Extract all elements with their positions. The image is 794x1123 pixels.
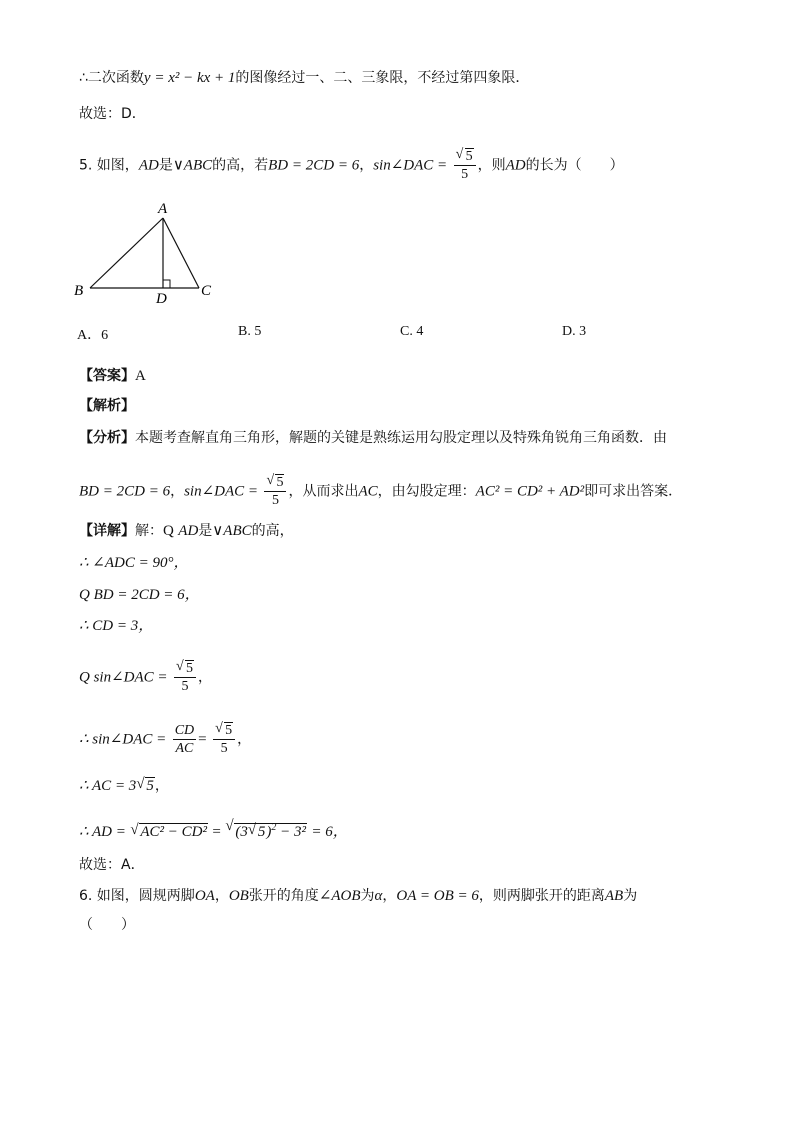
equals: =: [212, 824, 221, 840]
fraction: [173, 722, 196, 757]
equation: BD = 2CD = 6: [79, 483, 171, 500]
fenxi-line: [79, 428, 667, 448]
sine-expr: ∴ sin∠DAC =: [79, 731, 167, 748]
answer-line: [79, 366, 146, 386]
segment: AD: [178, 523, 199, 539]
answer-label: 【答案】: [79, 368, 135, 384]
text: ，: [170, 483, 185, 500]
equation: BD = 2CD = 6: [268, 157, 360, 174]
analysis-label: 【解析】: [79, 398, 135, 414]
detail-label: 【详解】: [79, 523, 135, 539]
text: ，: [154, 778, 169, 794]
text: ，: [382, 888, 397, 904]
segment: AB: [604, 888, 624, 904]
numerator: CD: [174, 723, 195, 738]
conclusion-line: [79, 68, 529, 88]
text: 解：: [135, 523, 163, 539]
radicand: 5: [276, 475, 284, 490]
step-1: ∴ ∠ADC = 90°，: [79, 555, 189, 571]
equation: OA = OB = 6: [396, 888, 479, 904]
text: 的高，: [251, 523, 294, 539]
text: ，则两脚张开的距离: [478, 888, 605, 904]
fenxi-line-2: [79, 474, 682, 509]
segment: AD: [138, 157, 159, 174]
triangle: ∨ABC: [172, 157, 213, 174]
sine-expr: sin∠DAC =: [184, 483, 259, 500]
step-3: ∴ CD = 3，: [79, 618, 154, 634]
equation: ∴ AD =: [79, 824, 126, 840]
result: = 6，: [311, 824, 348, 840]
text: 为: [360, 888, 375, 904]
question-number: 5. 如图，: [79, 157, 139, 174]
option-c: C. 4: [400, 324, 424, 339]
radicand: 5: [257, 824, 266, 840]
choice-line: 故选：D．: [79, 106, 146, 122]
angle: ∠AOB: [318, 888, 361, 904]
question-6: [79, 886, 637, 906]
formula: y = x² − kx + 1: [143, 70, 236, 86]
text: ，从而求出: [288, 483, 359, 500]
radicand: 5: [185, 661, 193, 676]
subtrahend: − 3²: [280, 824, 306, 840]
text: 的高，若: [212, 157, 269, 174]
denominator: 5: [461, 167, 469, 182]
step-6: [79, 776, 169, 796]
text: ，由勾股定理：: [377, 483, 476, 500]
because-symbol: Q: [163, 523, 174, 539]
label-d: D: [156, 291, 167, 307]
step-7: ∴ AD = √ AC² − CD² = √ (3√ 5)$^2$ − 3² = 6，: [79, 818, 348, 842]
detail-line: [79, 521, 294, 541]
segment: AC: [358, 483, 378, 500]
fraction: [264, 474, 286, 509]
denominator: 5: [271, 493, 279, 508]
option-a: A．6: [77, 328, 109, 343]
text: 是: [198, 523, 213, 539]
label-a: A: [158, 201, 168, 217]
step-5: ∴ sin∠DAC = $\frac{CD}{AC}$ = √ $\frac{5}{5}$ ，: [79, 722, 251, 757]
label-c: C: [201, 283, 212, 299]
question-5: [79, 148, 624, 183]
text: 的图像经过一、二、三象限，不经过第四象限．: [235, 70, 530, 86]
text: 本题考查解直角三角形，解题的关键是熟练运用勾股定理以及特殊角锐角三角函数．由: [135, 430, 667, 446]
answer-value: A: [135, 368, 146, 384]
answer-paren: （ ）: [79, 917, 135, 933]
text: ，: [197, 669, 212, 686]
text: 即可求出答案．: [584, 483, 683, 500]
choice-line-2: 故选：A．: [79, 857, 145, 873]
radicand: AC² − CD²: [140, 824, 207, 840]
text: ，则: [477, 157, 506, 174]
equation: AC² = CD² + AD²: [475, 483, 585, 500]
denominator: 5: [220, 741, 228, 756]
label-b: B: [74, 283, 84, 299]
step-2: Q BD = 2CD = 6，: [79, 587, 200, 603]
fenxi-label: 【分析】: [79, 430, 135, 446]
denominator: AC: [175, 741, 194, 756]
radicand: 5: [225, 723, 233, 738]
triangle-figure: [70, 198, 230, 308]
sine-expr: sin∠DAC =: [373, 157, 448, 174]
fraction: [454, 148, 476, 183]
segment: OA: [194, 888, 215, 904]
denominator: 5: [181, 679, 189, 694]
option-b: B. 5: [238, 324, 262, 339]
option-d: D. 3: [562, 324, 587, 339]
equation: ∴ AC = 3: [79, 778, 137, 794]
text: 是: [158, 157, 173, 174]
fraction: [174, 660, 196, 695]
radicand: 5: [465, 149, 473, 164]
text: 为: [623, 888, 638, 904]
alpha: α: [374, 888, 383, 904]
text: 的长为（ ）: [525, 157, 624, 174]
step-4: [79, 660, 212, 695]
text: ，: [359, 157, 374, 174]
question-number: 6. 如图，圆规两脚: [79, 888, 195, 904]
text: ∴二次函数: [79, 70, 144, 86]
exponent: 2: [271, 822, 277, 833]
segment: OB: [228, 888, 249, 904]
fraction: [213, 722, 235, 757]
sine-expr: Q sin∠DAC =: [79, 669, 168, 686]
text: ，: [237, 731, 252, 748]
text: 张开的角度: [248, 888, 319, 904]
segment: AD: [505, 157, 526, 174]
radicand: 5: [146, 778, 154, 794]
text: ，: [214, 888, 229, 904]
triangle: ∨ABC: [212, 523, 252, 539]
